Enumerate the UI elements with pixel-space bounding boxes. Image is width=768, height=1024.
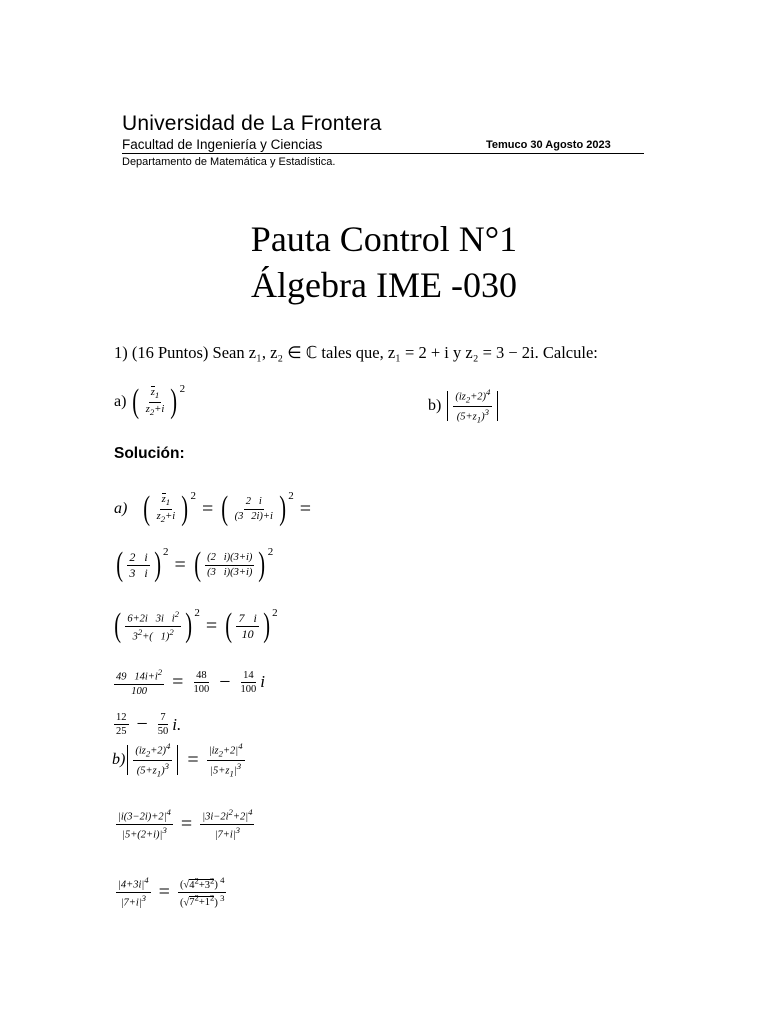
solution-a-final: $\frac{12}{25}$ − $\frac{7}{50}$ i. (116, 712, 182, 738)
department-name: Departamento de Matemática y Estadística. (122, 156, 336, 168)
solution-a-step-3: ( $\frac{6+2i 3i i^2}{3^2+( 1)^2}$ ) 2 = ( $\frac{7 i}{10}$ ) 2 (114, 607, 278, 644)
university-name: Universidad de La Frontera (122, 112, 382, 135)
solution-b-step-1: b) $\frac{(iz_2+2)^4}{(5+z_1)^3}$ = $\frac{|iz_2+2|^4}{|5+z_1|^3}$ (112, 741, 243, 779)
part-a-label: a) (114, 393, 127, 410)
solution-a-step-1: a) ( $\frac{z_1}{z_2+i}$ ) 2 = ( $\frac{2 i}{(3 2i)+i}$ ) 2 = (114, 490, 311, 527)
solution-b-step-2: $\frac{|i(3-2i)+2|^4}{|5+(2+i)|^3}$ = $\frac{|3i-2i^2+2|^4}{|7+i|^3}$ (118, 807, 253, 841)
document-date: Temuco 30 Agosto 2023 (486, 139, 611, 151)
solution-a-step-4: $\frac{49 14i+i^2}{100}$ = $\frac{48}{100}$ − $\frac{14}{100}$ i (116, 667, 265, 697)
problem-statement: 1) (16 Puntos) Sean z₁, z₂ ∈ ℂ tales que, z₁ = 2 + i y z₂ = 3 − 2i. Calcule: (114, 343, 598, 362)
solution-b-step-3: $\frac{|4+3i|^4}{|7+i|^3}$ = $\frac{(√4^2+3^2) ^4}{(√7^2+1^2) ^3}$ (118, 875, 225, 909)
part-b-expression: b) $\frac{(iz_2+2)^4}{(5+z_1)^3}$ (428, 388, 501, 425)
solution-b-label: b) (112, 751, 126, 769)
part-b-label: b) (428, 397, 442, 415)
solution-a-label: a) (114, 500, 128, 517)
title-line-2: Álgebra IME -030 (251, 265, 517, 305)
title-line-1: Pauta Control N°1 (250, 219, 518, 259)
faculty-name: Facultad de Ingeniería y Ciencias (122, 137, 323, 152)
header-rule (122, 153, 644, 154)
solution-heading: Solución: (114, 445, 185, 462)
part-a-expression: a) ( $\frac{z_1}{z_2+i}$ ) 2 (114, 383, 186, 420)
solution-a-step-2: ( $\frac{2 i}{3 i}$ ) 2 = ( $\frac{(2 i)(3+i)}{(3 i)(3+i)}$ ) 2 (116, 546, 274, 583)
